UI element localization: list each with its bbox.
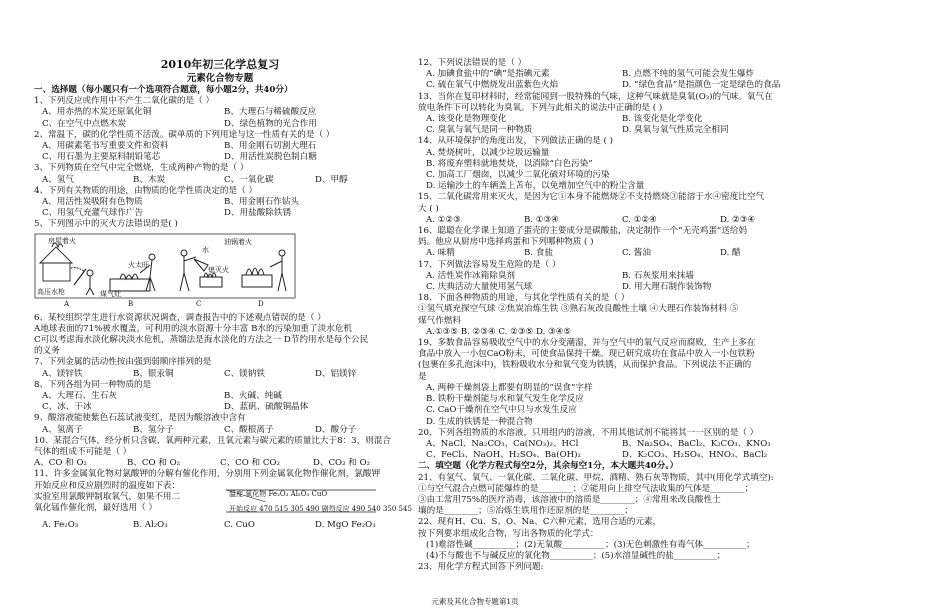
q4-option-b: B、用金刚石作钻头 xyxy=(224,197,300,208)
q16-line-1: 16、聪聪在化学课上知道了蛋壳的主要成分是碳酸盐，决定制作一个“无壳鸡蛋”送给妈 xyxy=(418,226,748,237)
q3-option-b: B、木炭 xyxy=(133,174,166,185)
q5-stem: 5、下列图示中的灭火方法错误的是( ) xyxy=(34,219,178,230)
q18-line-2: ①氢气填充探空气球 ②焦炭冶炼生铁 ③熟石灰改良酸性土壤 ④大理石作装饰材料 ⑤ xyxy=(418,304,739,315)
q6-line-3: C可以考虑海水淡化解决淡水危机，蒸馏法是海水淡化的方法之一 D节约用水是每个公民 xyxy=(34,335,369,346)
q15-options xyxy=(418,215,818,226)
q21-line-3: ③由工常用75%的医疗消毒，该溶液中的溶质是________；④常用来改良酸性土 xyxy=(418,494,721,505)
q10-option-d: D、CO₂ 和 O₂ xyxy=(313,458,371,469)
q15-line-2: 大 ( ) xyxy=(418,203,439,214)
q17-stem: 17、下列做法容易发生危险的是（ ） xyxy=(418,259,561,270)
q20-options-2 xyxy=(418,450,818,461)
q20-option-a: A、NaCl、Na₂CO₃、Ca(NO₃)₂、HCl xyxy=(426,438,579,449)
q4-option-c: C、用氢气充灌气球作广告 xyxy=(42,208,144,219)
q10-option-a: A、CO 和 O₂ xyxy=(34,458,87,469)
q11-option-a: A. Fe₂O₃ xyxy=(42,520,79,531)
q7-stem: 7、下列金属的活动性按由强到弱顺序排列的是 xyxy=(34,357,212,368)
q20-stem: 20、下列各组物质的水溶液，只用组内的溶液，不用其他试剂不能将其一一区别的是（ ） xyxy=(418,427,759,438)
q14-option-d: D. 运输沙土的车辆盖上苫布，以免增加空气中的粉尘含量 xyxy=(426,181,645,192)
q22-line-3: (1)难溶性碱__________；(2)无氧酸__________；(3)无色刺激性有毒气体__________； xyxy=(426,539,755,550)
q11-options xyxy=(34,520,406,531)
q8-option-d: D、蓝矾、硫酸铜晶体 xyxy=(224,402,309,413)
q15-line-1: 15、二氧化碳常用来灭火，是因为它①本身不能燃烧②不支持燃烧③能溶于水④密度比空气 xyxy=(418,192,765,203)
q22-line-1: 22、现有H、Cu、S、O、Na、C六种元素，选用合适的元素， xyxy=(418,517,662,528)
q13-option-a: A. 该变化是物理变化 xyxy=(426,114,507,125)
q12-option-b: B. 点燃不纯的氢气可能会发生爆炸 xyxy=(622,69,755,80)
q8-options-2 xyxy=(34,402,406,413)
q13-line-2: 放电条件下可以转化为臭氧。下列与此相关的说法中正确的是 ( ) xyxy=(418,102,663,113)
q1-options xyxy=(34,107,406,118)
q22-line-2: 按下列要求组成化合物，写出各物质的化学式： xyxy=(418,528,599,539)
q7-option-a: A、镁锌铁 xyxy=(42,368,83,379)
q1-option-d: D、绿色植物的光合作用 xyxy=(224,118,317,129)
q4-stem: 4、下列有关物质的用途，由物质的化学性质决定的是（ ） xyxy=(34,185,258,196)
q19-option-c: C. CaO干燥剂在空气中只与水发生反应 xyxy=(426,405,577,416)
page-footer: 元素及其化合物专题第1页 xyxy=(431,597,519,606)
q1-options-2 xyxy=(34,119,406,130)
q11-option-d: D. MgO Fe₂O₃ xyxy=(315,520,376,531)
q1-stem: 1、下列反应或作用中不产生二氧化碳的是（ ） xyxy=(34,96,215,107)
q3-option-d: D、甲醇 xyxy=(315,174,348,185)
q7-option-d: D、铝镁锌 xyxy=(315,368,357,379)
q19-line-2: 食品中放入一小包CaO粉末，可使食品保持干燥。现已研究成功在食品中放入一小包铁粉 xyxy=(418,349,755,360)
q19-option-d: D. 生成的铁锈是一种混合物 xyxy=(426,416,533,427)
q2-option-a: A、用碳素笔书写重要文件和资料 xyxy=(42,141,169,152)
right-column xyxy=(418,0,818,573)
q22-line-4: (4)不与酸也不与碱反应的氧化物__________；(5)水溶显碱性的盐__________； xyxy=(426,550,726,561)
q13-option-d: D. 臭氧与氧气性质完全相同 xyxy=(622,125,729,136)
q15-option-c: C. ①②④ xyxy=(622,214,657,225)
q9-option-d: D、酸分子 xyxy=(315,424,357,435)
q11-table-area xyxy=(34,489,412,514)
q13-option-c: C. 臭氧与氧气是同一种物质 xyxy=(426,125,533,136)
figure-label-b: B xyxy=(128,299,134,308)
q23-stem: 23、用化学方程式回答下列问题: xyxy=(418,562,544,573)
figure-text-water: 水 xyxy=(202,245,209,254)
q20-options xyxy=(418,439,818,450)
q6-line-4: 的义务 xyxy=(34,346,60,357)
q4-option-d: D、用盐酸除铁锈 xyxy=(224,208,292,219)
q17-option-d: D. 用大理石制作装饰物 xyxy=(622,282,712,293)
q2-options-2 xyxy=(34,152,406,163)
q7-option-b: B、银汞铜 xyxy=(133,368,174,379)
left-column xyxy=(34,0,412,532)
q21-line-2: ①与空气混合点燃可能爆炸的是________；②能用向上排空气法收集的气体是________； xyxy=(418,483,754,494)
q19-line-4: 是 xyxy=(418,371,427,382)
q20-option-d: D、K₂CO₃、H₂SO₄、HNO₃、BaCl₂ xyxy=(622,450,768,461)
q16-options xyxy=(418,248,818,259)
figure-text-extinguish: 熄灭火 xyxy=(208,265,229,274)
q17-option-c: C. 庆典活动大量使用氢气球 xyxy=(426,282,533,293)
q2-option-c: C、用石墨为主要原料制铅笔芯 xyxy=(42,152,161,163)
q16-line-2: 妈。他应从厨房中选择鸡蛋和下列哪种物质 ( ) xyxy=(418,237,594,248)
section-2-heading: 二、填空题（化学方程式每空2分，其余每空1分，本大题共40分。） xyxy=(418,461,679,472)
q11-line-1: 11、许多金属氧化物对氯酸钾的分解有催化作用，分别用下列金属氧化物作催化剂，氯酸钾 xyxy=(34,469,381,480)
q20-option-b: B、Na₂SO₄、BaCl₂、K₂CO₃、KNO₃ xyxy=(622,438,771,449)
q17-options-2 xyxy=(418,282,818,293)
q15-option-a: A. ①②③ xyxy=(426,214,461,225)
figure-text-fire-strong: 火太旺 xyxy=(128,260,149,269)
q13-options-2 xyxy=(418,125,818,136)
figure-label-a: A xyxy=(64,299,70,308)
q1-option-c: C、在空气中点燃木炭 xyxy=(42,118,126,129)
q13-option-b: B. 该变化是化学变化 xyxy=(622,114,703,125)
q3-option-c: C、一氧化碳 xyxy=(224,174,274,185)
page-title: 2010年初三化学总复习 xyxy=(160,58,280,71)
figure-text-house-fire: 房屋着火 xyxy=(48,236,76,245)
q19-option-a: A. 两种干燥剂袋上都要有明显的“误食”字样 xyxy=(426,382,593,393)
q2-options xyxy=(34,141,406,152)
q11-line-4: 氧化锰作催化剂，最好选用（ ） xyxy=(34,503,158,514)
q3-option-a: A、氢气 xyxy=(42,174,74,185)
q11-table-values: 开始反应 470 515 305 490 剧烈反应 490 540 350 545 xyxy=(229,504,412,513)
q16-option-b: B. 食盐 xyxy=(524,248,553,259)
q18-line-1: 18、下面各种物质的用途，与其化学性质有关的是（ ） xyxy=(418,293,630,304)
q9-option-b: B、氢分子 xyxy=(133,424,174,435)
q14-option-c: C. 加高工厂烟囱，以减少二氧化硫对环境的污染 xyxy=(426,170,610,181)
figure-text-oil-fire: 油锅着火 xyxy=(224,237,252,246)
q11-line-3: 实验室用氯酸钾制取氧气，如果不用二 xyxy=(34,491,181,502)
q16-option-c: C. 酱油 xyxy=(622,248,651,259)
q15-option-b: B. ①③④ xyxy=(524,214,559,225)
q8-option-c: C、冰、干冰 xyxy=(42,402,92,413)
q2-option-b: B、用金刚石切割大理石 xyxy=(224,141,317,152)
q9-option-a: A、氢离子 xyxy=(42,424,83,435)
q12-option-a: A. 加碘食盐中的“碘”是指碘元素 xyxy=(426,69,550,80)
q14-option-b: B. 将废弃塑料就地焚烧，以消除“白色污染” xyxy=(426,158,593,169)
q9-stem: 9、酸溶液能使紫色石蕊试液变红，是因为酸溶液中含有 xyxy=(34,413,246,424)
q9-options xyxy=(34,425,406,436)
q21-line-1: 21、有氢气、氧气、一氧化碳、二氧化碳、甲烷、酒精、熟石灰等物质，其中(用化学式填空): xyxy=(418,472,774,483)
q1-option-b: B、大理石与稀硫酸反应 xyxy=(224,107,317,118)
q11-table-header: 温度 氧化物 Fe₂O₃ Al₂O₃ CuO xyxy=(229,489,328,498)
q3-options xyxy=(34,175,406,186)
q10-line-1: 10、某混合气体，经分析只含碳、氧两种元素，且氧元素与碳元素的质量比大于8：3，则混合 xyxy=(34,435,392,446)
q8-option-a: A、大理石、生石灰 xyxy=(42,391,117,402)
q6-line-2: A地球表面的71%被水覆盖，可利用的淡水资源十分丰富 B水的污染加重了淡水危机 xyxy=(34,323,352,334)
q8-stem: 8、下列各组为同一种物质的是 xyxy=(34,379,152,390)
q10-line-2: 气体的组成不可能是（ ） xyxy=(34,447,132,458)
q12-option-d: D. “绿色食品”是指颜色一定是绿色的食品 xyxy=(622,80,781,91)
q19-line-3: (包裹在多孔泡沫中)，铁粉吸收水分和氧气变为铁锈，从而保护食品。下列说法不正确的 xyxy=(418,360,752,371)
q14-stem: 14、从环境保护的角度出发，下列做法正确的是 ( ) xyxy=(418,136,613,147)
q7-option-c: C、镁钠铁 xyxy=(224,368,265,379)
q2-option-d: D、用活性炭脱色制白糖 xyxy=(224,152,317,163)
q10-option-c: C、CO 和 CO₂ xyxy=(220,458,280,469)
q17-option-b: B. 石灰浆用来抹墙 xyxy=(622,270,694,281)
q17-option-a: A. 活性炭作冰箱除臭剂 xyxy=(426,270,516,281)
q2-stem: 2、常温下，碳的化学性质不活泼。碳单质的下列用途与这一性质有关的是（ ） xyxy=(34,129,335,140)
figure-text-water-gun: 高压水枪 xyxy=(37,287,65,296)
q4-options-2 xyxy=(34,208,406,219)
q9-option-c: C、酸根离子 xyxy=(224,424,274,435)
q12-options-2 xyxy=(418,80,818,91)
q12-stem: 12、下列说法错误的是（ ） xyxy=(418,58,527,68)
q11-line-2: 开始反应和反应剧烈时的温度如下表： xyxy=(34,480,181,491)
q10-options xyxy=(34,458,406,469)
q14-option-a: A. 焚烧树叶，以减少垃圾运输量 xyxy=(426,147,550,158)
q15-option-d: D. ②③④ xyxy=(720,214,756,225)
q19-option-b: B. 铁粉干燥剂能与水和氧气发生化学反应 xyxy=(426,394,584,405)
q6-line-1: 6、某校组织学生进行水资源状况调查，调查报告中的下述观点错误的是（ ） xyxy=(34,312,326,323)
q13-line-1: 13、当你在复印材料时，经常能闻到一股特殊的气味，这种气味就是臭氧(O₃)的气味。氧气在 xyxy=(418,91,773,102)
figure-text-gas-stove: 煤气灶 xyxy=(100,289,121,298)
figure-label-c: C xyxy=(196,299,202,308)
q12-option-c: C. 硫在氧气中燃烧发出蓝紫色火焰 xyxy=(426,80,559,91)
fire-extinguishing-figure xyxy=(34,233,296,311)
q3-stem: 3、下列物质在空气中完全燃烧，生成两种产物的是（ ） xyxy=(34,163,249,174)
q4-options xyxy=(34,197,406,208)
q19-line-1: 19、多数食品容易吸收空气中的水分变潮湿，并与空气中的氧气反应而腐败，生产上多在 xyxy=(418,338,756,349)
q4-option-a: A、用活性炭吸附有色物质 xyxy=(42,197,143,208)
q13-options xyxy=(418,114,818,125)
q16-option-d: D. 醋 xyxy=(720,248,741,259)
q8-option-b: B、火碱、纯碱 xyxy=(224,391,282,402)
figure-label-d: D xyxy=(258,299,264,308)
q10-option-b: B、CO 和 O₂ xyxy=(127,458,181,469)
q1-option-a: A、用赤热的木炭还原氧化铜 xyxy=(42,107,152,118)
q18-options: A.①③⑤ B. ②③④ C. ②③⑤ D. ③④⑤ xyxy=(426,326,572,337)
q21-line-4: 壤的是________；⑤冶炼生铁用作还原剂的是________； xyxy=(418,506,633,517)
q8-options xyxy=(34,391,406,402)
q17-options xyxy=(418,271,818,282)
q11-option-b: B. Al₂O₃ xyxy=(133,520,168,531)
q20-option-c: C、FeCl₃、NaOH、H₂SO₄、Ba(OH)₂ xyxy=(426,450,581,461)
q12-options xyxy=(418,69,818,80)
q11-option-c: C. CuO xyxy=(224,520,255,531)
section-1-heading: 一、选择题（每小题只有一个选项符合题意，每小题2分，共40分） xyxy=(34,85,293,95)
page-subtitle: 元素化合物专题 xyxy=(186,73,254,84)
q7-options xyxy=(34,369,406,380)
q16-option-a: A. 味精 xyxy=(426,248,455,259)
q18-line-3: 煤气作燃料 xyxy=(418,315,461,326)
